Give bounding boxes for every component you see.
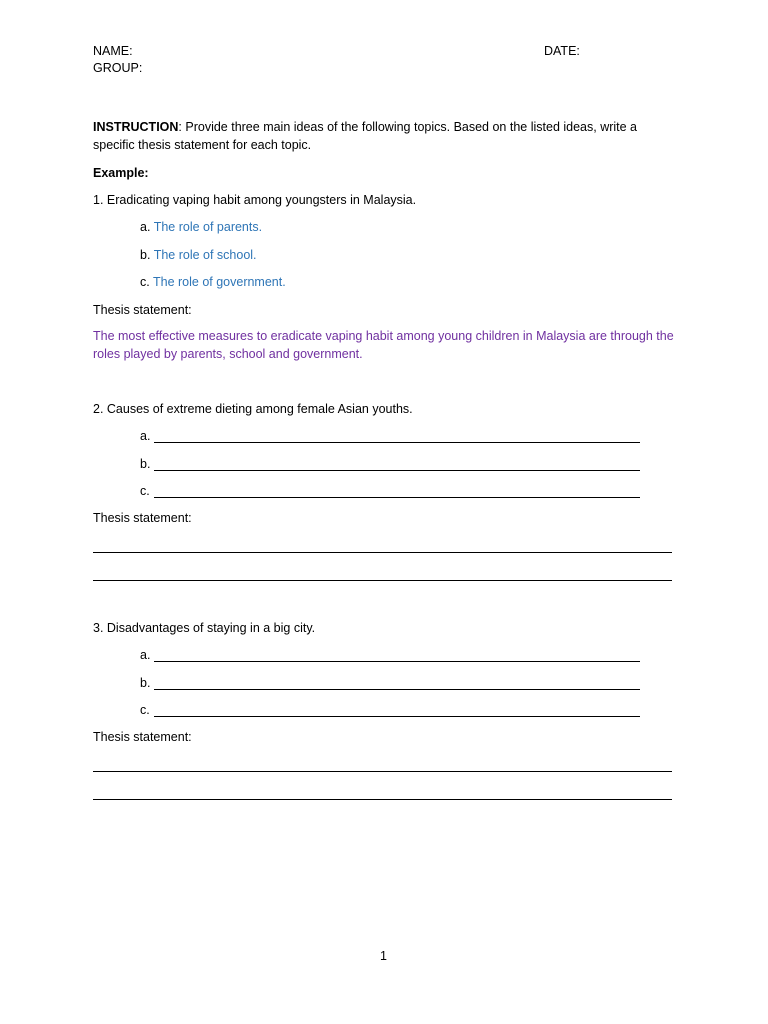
question-2-thesis-line-2[interactable] <box>93 580 672 581</box>
question-3-marker-b: b. <box>140 676 151 690</box>
question-3-answer-line-c[interactable] <box>154 716 640 717</box>
example-idea-b <box>140 246 257 264</box>
question-2-thesis-label: Thesis statement: <box>93 511 192 525</box>
question-3-thesis-line-1[interactable] <box>93 771 672 772</box>
question-2-marker-b: b. <box>140 457 151 471</box>
question-2-answer-line-c[interactable] <box>154 497 640 498</box>
question-3-answer-line-b[interactable] <box>154 689 640 690</box>
question-2-marker-c: c. <box>140 484 150 498</box>
idea-marker: b. <box>140 248 151 262</box>
name-label: NAME: <box>93 44 133 58</box>
question-2-thesis-line-1[interactable] <box>93 552 672 553</box>
idea-marker: c. <box>140 275 150 289</box>
instruction-paragraph <box>93 118 678 154</box>
idea-text: The role of school. <box>153 248 257 262</box>
idea-text: The role of government. <box>152 275 286 289</box>
question-2-marker-a: a. <box>140 429 151 443</box>
example-thesis-label: Thesis statement: <box>93 303 192 317</box>
group-label: GROUP: <box>93 61 143 75</box>
page-number: 1 <box>380 949 387 963</box>
example-thesis-text: The most effective measures to eradicate vaping habit among young children in Malaysia are through the roles played by parents, school and government. <box>93 329 674 361</box>
example-topic: 1. Eradicating vaping habit among youngsters in Malaysia. <box>93 193 417 207</box>
instruction-label: INSTRUCTION <box>93 120 179 134</box>
example-label: Example: <box>93 166 149 180</box>
question-2-topic: 2. Causes of extreme dieting among female Asian youths. <box>93 402 413 416</box>
question-3-marker-c: c. <box>140 703 150 717</box>
example-idea-c <box>140 273 286 291</box>
question-3-topic: 3. Disadvantages of staying in a big city. <box>93 621 316 635</box>
question-3-thesis-label: Thesis statement: <box>93 730 192 744</box>
date-label: DATE: <box>544 44 580 58</box>
idea-text: The role of parents. <box>153 220 263 234</box>
idea-marker: a. <box>140 220 151 234</box>
question-2-answer-line-a[interactable] <box>154 442 640 443</box>
instruction-text: : Provide three main ideas of the following topics. Based on the listed ideas, write a specific thesis statement for each topic. <box>93 120 638 152</box>
question-2-answer-line-b[interactable] <box>154 470 640 471</box>
question-3-thesis-line-2[interactable] <box>93 799 672 800</box>
example-idea-a <box>140 218 262 236</box>
question-3-answer-line-a[interactable] <box>154 661 640 662</box>
question-3-marker-a: a. <box>140 648 151 662</box>
